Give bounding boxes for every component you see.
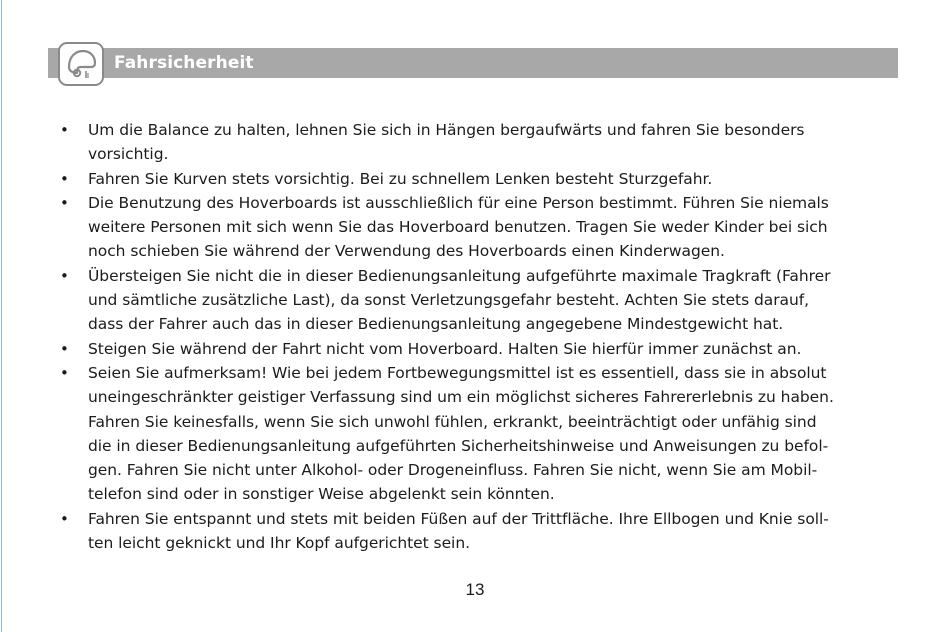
list-item: [60, 264, 890, 337]
list-item-line: ten leicht geknickt und Ihr Kopf aufgerichtet sein.: [88, 534, 470, 553]
list-item-line: Seien Sie aufmerksam! Wie bei jedem Fortbewegungsmittel ist es essentiell, dass sie in absolut: [88, 363, 827, 382]
bullet-marker: •: [60, 169, 69, 188]
list-item-line: Übersteigen Sie nicht die in dieser Bedienungsanleitung aufgeführte maximale Tragkraft (Fahrer: [88, 266, 831, 285]
list-item: [60, 337, 890, 361]
list-item: [60, 361, 890, 507]
list-item-line: weitere Personen mit sich wenn Sie das Hoverboard benutzen. Tragen Sie weder Kinder bei sich: [88, 218, 828, 237]
list-item-line: noch schieben Sie während der Verwendung des Hoverboards einen Kinderwagen.: [88, 242, 725, 261]
bullet-marker: •: [60, 509, 69, 528]
bullet-marker: •: [60, 266, 69, 285]
list-item-line: Steigen Sie während der Fahrt nicht vom Hoverboard. Halten Sie hierfür immer zunächst an.: [88, 339, 802, 358]
section-title: Fahrsicherheit: [114, 53, 254, 73]
bullet-marker: •: [60, 363, 69, 382]
bullet-marker: •: [60, 193, 69, 212]
list-item: [60, 167, 890, 191]
list-item-line: Fahren Sie keinesfalls, wenn Sie sich unwohl fühlen, erkrankt, beeinträchtigt oder unfähig sind: [88, 412, 817, 431]
bullet-marker: •: [60, 121, 69, 139]
page-number: 13: [465, 580, 485, 599]
list-item-line: dass der Fahrer auch das in dieser Bedienungsanleitung angegebene Mindestgewicht hat.: [88, 315, 784, 334]
list-item-line: und sämtliche zusätzliche Last), da sonst Verletzungsgefahr besteht. Achten Sie stets darauf,: [88, 291, 810, 310]
list-item-line: gen. Fahren Sie nicht unter Alkohol- oder Drogeneinfluss. Fahren Sie nicht, wenn Sie am Mobil-: [88, 461, 818, 480]
list-item-line: uneingeschränkter geistiger Verfassung sind um ein möglichst sicheres Fahrererlebnis zu haben.: [88, 388, 834, 407]
list-item-line: telefon sind oder in sonstiger Weise abgelenkt sein könnten.: [88, 485, 555, 504]
list-item-line: die in dieser Bedienungsanleitung aufgeführten Sicherheitshinweise und Anweisungen zu befol-: [88, 436, 829, 455]
list-item: [60, 507, 890, 556]
list-item: [60, 118, 890, 167]
list-item: [60, 191, 890, 264]
helmet-icon: [58, 42, 104, 86]
list-item-line: vorsichtig.: [88, 145, 169, 164]
list-item-line: Die Benutzung des Hoverboards ist ausschließlich für eine Person bestimmt. Führen Sie niemals: [88, 193, 829, 212]
safety-rules-list: [60, 118, 890, 555]
list-item-line: Fahren Sie entspannt und stets mit beiden Füßen auf der Trittfläche. Ihre Ellbogen und Knie soll-: [88, 509, 829, 528]
list-item-line: Um die Balance zu halten, lehnen Sie sich in Hängen bergaufwärts und fahren Sie besonders: [88, 121, 805, 139]
bullet-marker: •: [60, 339, 69, 358]
list-item-line: Fahren Sie Kurven stets vorsichtig. Bei zu schnellem Lenken besteht Sturzgefahr.: [88, 169, 713, 188]
page-edge-line: [1, 0, 2, 632]
